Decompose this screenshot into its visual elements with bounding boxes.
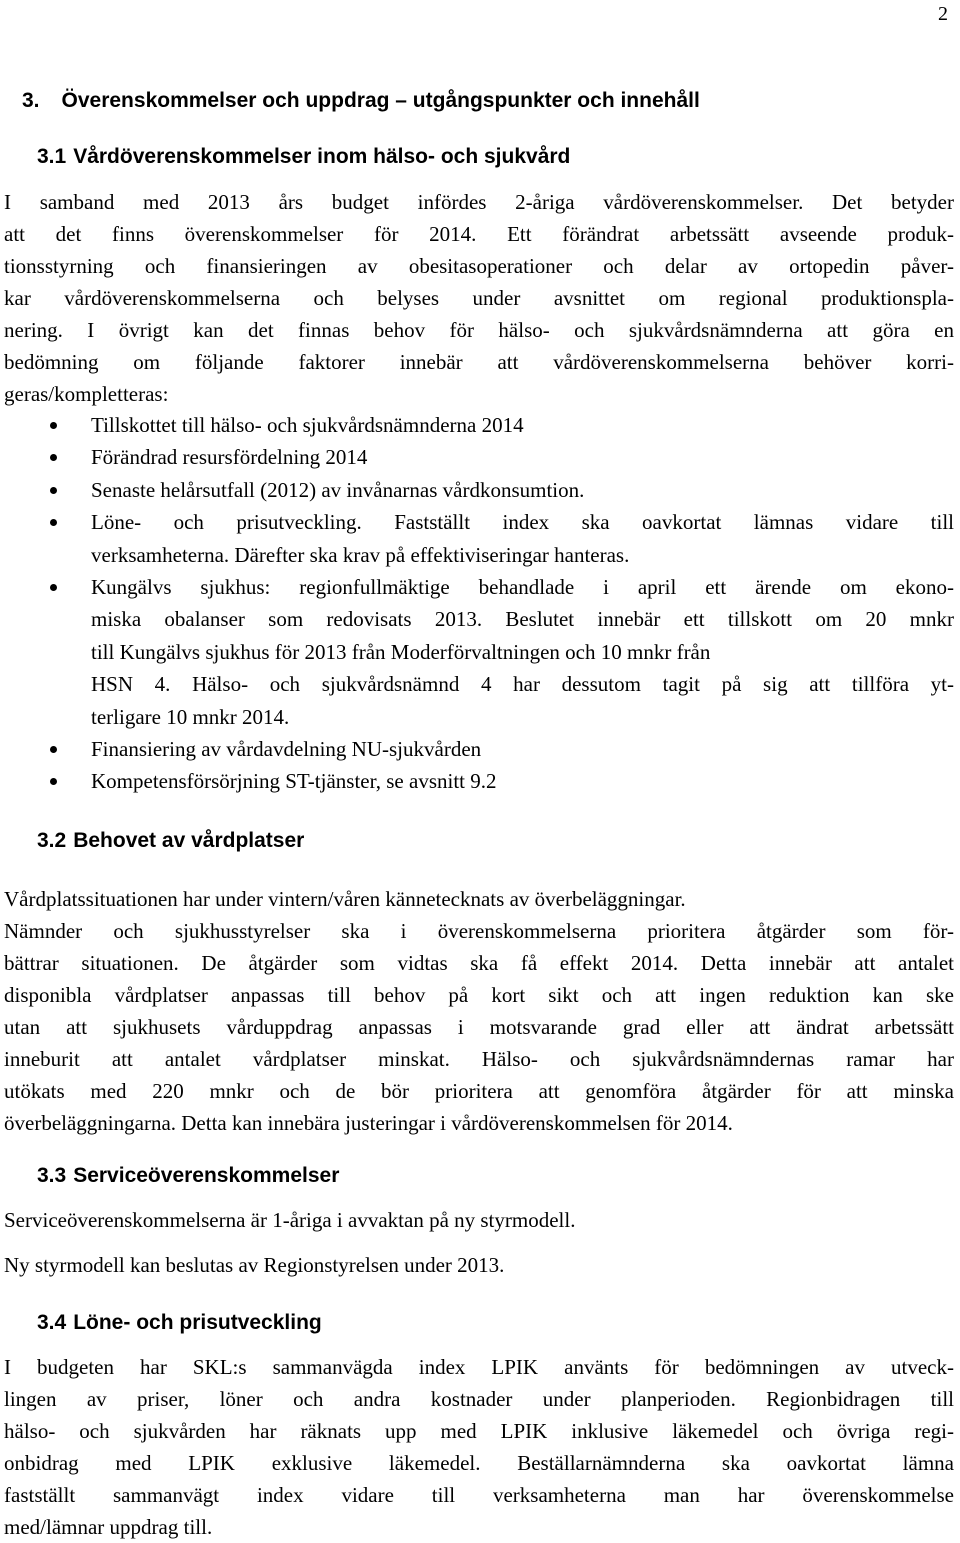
list-item-text: terligare 10 mnkr 2014. [91,704,290,729]
paragraph-line: bättrar situationen. De åtgärder som vidtas ska få effekt 2014. Detta innebär att antalet [4,951,954,975]
section-3-3-heading [37,1161,339,1191]
paragraph-line: nering. I övrigt kan det finnas behov för hälso- och sjukvårdsnämnderna att göra en [4,318,954,342]
page-number: 2 [938,3,948,25]
paragraph-line: Vårdplatssituationen har under vintern/våren kännetecknats av överbeläggningar. [4,887,686,911]
section-3-2-title: Behovet av vårdplatser [73,829,305,852]
list-item-text: till Kungälvs sjukhus för 2013 från Moderförvaltningen och 10 mnkr från [91,639,711,664]
paragraph-line: onbidrag med LPIK exklusive läkemedel. Beställarnämnderna ska oavkortat lämna [4,1451,954,1475]
list-item-text: Kompetensförsörjning ST-tjänster, se avsnitt 9.2 [91,769,497,794]
list-item-text: Senaste helårsutfall (2012) av invånarnas vårdkonsumtion. [91,477,585,502]
section-3-4-number: 3.4 [37,1311,67,1334]
section-3-3-paragraph-2 [4,1249,954,1281]
list-item-text: Tillskottet till hälso- och sjukvårdsnämnderna 2014 [91,413,524,437]
section-3-4-title: Löne- och prisutveckling [73,1311,322,1334]
paragraph-line: hälso- och sjukvården har räknats upp med LPIK inklusive läkemedel och övriga regi- [4,1419,954,1443]
paragraph-line: att det finns överenskommelser för 2014. Ett förändrat arbetssätt avseende produk- [4,222,954,246]
paragraph-line: utan att sjukhusets vårduppdrag anpassas i motsvarande grad eller att ändrat arbetssätt [4,1015,954,1039]
list-item [0,571,954,733]
section-3-3-number: 3.3 [37,1164,67,1187]
section-3-4-heading [37,1308,322,1338]
paragraph-line: Ny styrmodell kan beslutas av Regionstyrelsen under 2013. [4,1253,505,1277]
paragraph-line: disponibla vårdplatser anpassas till behov på kort sikt och att ingen reduktion kan ske [4,983,954,1007]
paragraph-line: fastställt sammanvägt index vidare till verksamheterna man har överenskommelse [4,1483,954,1507]
paragraph-line: geras/kompletteras: [4,382,169,406]
list-item-text: miska obalanser som redovisats 2013. Beslutet innebär ett tillskott om 20 mnkr [91,607,954,632]
list-item [0,409,954,441]
section-3-1-title: Vårdöverenskommelser inom hälso- och sjukvård [73,145,571,168]
bullet-icon [50,422,57,429]
section-3-3-title: Serviceöverenskommelser [73,1164,340,1187]
list-item-text: Finansiering av vårdavdelning NU-sjukvården [91,737,482,762]
bullet-icon [50,746,57,753]
list-item [0,441,954,473]
list-item-text: HSN 4. Hälso- och sjukvårdsnämnd 4 har dessutom tagit på sig att tillföra yt- [91,672,954,697]
list-item [0,474,954,506]
section-3-2-paragraph [4,883,954,1139]
section-3-2-number: 3.2 [37,829,67,852]
section-3-1-number: 3.1 [37,145,67,168]
paragraph-line: med/lämnar uppdrag till. [4,1515,213,1539]
section-3-title: Överenskommelser och uppdrag – utgångspunkter och innehåll [61,89,700,112]
section-3-heading [22,86,700,116]
bullet-icon [50,519,57,526]
section-3-3-paragraph-1 [4,1204,954,1236]
paragraph-line: utökats med 220 mnkr och de bör prioritera att genomföra åtgärder för att minska [4,1079,954,1103]
paragraph-line: tionsstyrning och finansieringen av obesitasoperationer och delar av ortopedin påver- [4,254,954,278]
paragraph-line: bedömning om följande faktorer innebär att vårdöverenskommelserna behöver korri- [4,350,954,374]
paragraph-line: Serviceöverenskommelserna är 1-åriga i avvaktan på ny styrmodell. [4,1208,576,1232]
section-3-4-paragraph [4,1351,954,1543]
section-3-number: 3. [22,89,40,112]
list-item [0,733,954,765]
list-item-text: Löne- och prisutveckling. Fastställt index ska oavkortat lämnas vidare till [91,510,954,535]
list-item-text: Förändrad resursfördelning 2014 [91,445,368,470]
section-3-1-heading [37,142,570,172]
paragraph-line: inneburit att antalet vårdplatser minskat. Hälso- och sjukvårdsnämndernas ramar har [4,1047,954,1071]
list-item [0,506,954,571]
section-3-1-paragraph [4,186,954,410]
list-item-text: Kungälvs sjukhus: regionfullmäktige behandlade i april ett ärende om ekono- [91,575,954,600]
section-3-2-heading [37,826,304,856]
paragraph-line: I budgeten har SKL:s sammanvägda index LPIK använts för bedömningen av utveck- [4,1355,954,1379]
bullet-icon [50,487,57,494]
paragraph-line: lingen av priser, löner och andra kostnader under planperioden. Regionbidragen till [4,1387,954,1411]
paragraph-line: kar vårdöverenskommelserna och belyses under avsnittet om regional produktionspla- [4,286,954,310]
bullet-icon [50,584,57,591]
list-item [0,765,954,797]
bullet-icon [50,778,57,785]
bullet-icon [50,454,57,461]
paragraph-line: Nämnder och sjukhusstyrelser ska i överenskommelserna prioritera åtgärder som för- [4,919,954,943]
paragraph-line: I samband med 2013 års budget infördes 2-åriga vårdöverenskommelser. Det betyder [4,190,954,214]
paragraph-line: överbeläggningarna. Detta kan innebära justeringar i vårdöverenskommelsen för 2014. [4,1111,733,1135]
list-item-text: verksamheterna. Därefter ska krav på effektiviseringar hanteras. [91,542,630,567]
factor-bullet-list [0,409,960,798]
